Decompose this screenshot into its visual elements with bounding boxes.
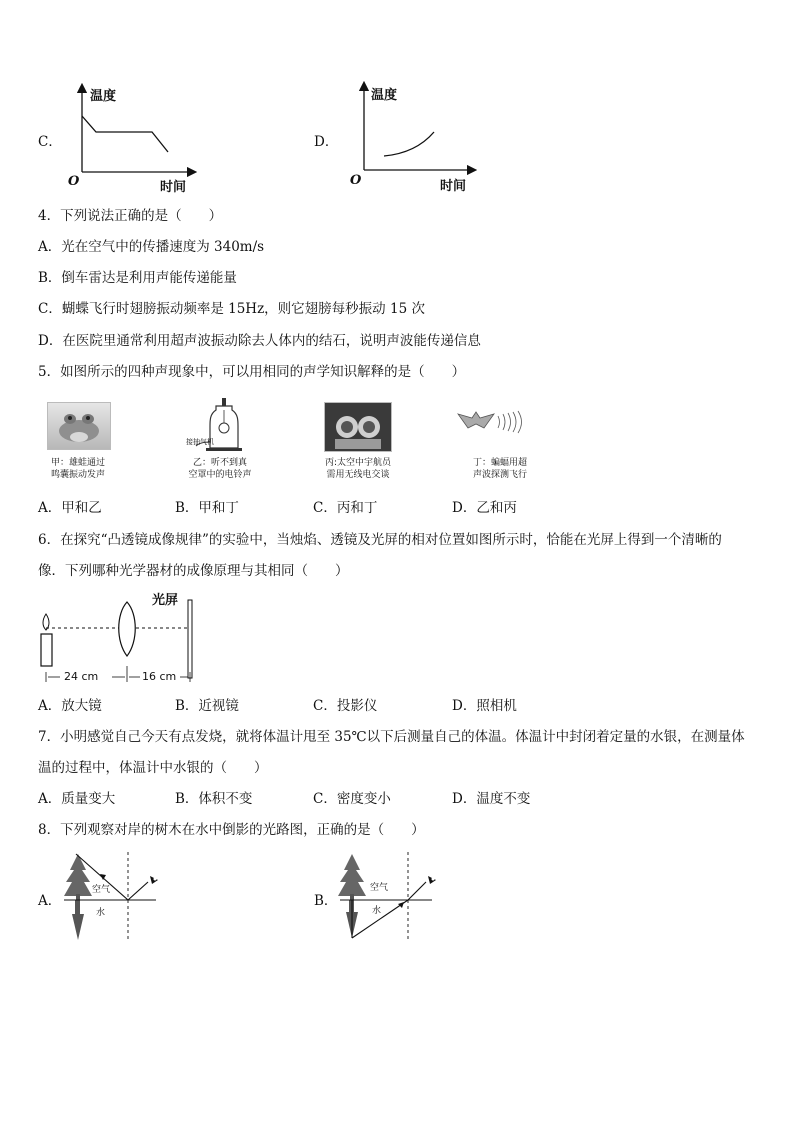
q3-option-c-label: C． [38,134,62,150]
q4-option-a[interactable]: A．光在空气中的传播速度为 340m/s [38,239,265,255]
q4-option-b[interactable]: B．倒车雷达是利用声能传递能量 [38,270,237,286]
q5-option-d[interactable]: D．乙和丙 [452,500,517,516]
tree-reflection-icon [72,900,84,940]
q4-stem: 4．下列说法正确的是（ ） [38,208,223,224]
q8-a-air-label: 空气 [92,885,111,895]
q8-option-b-label[interactable]: B． [314,893,338,909]
q8-stem: 8．下列观察对岸的树木在水中倒影的光路图，正确的是（ ） [38,822,425,838]
q8-diagram-a [60,848,170,944]
tree-icon [64,854,92,900]
q5-vacuum-pump-label: 接抽气机 [186,438,214,446]
q7-option-c[interactable]: C．密度变小 [313,791,391,807]
lens-setup-diagram [36,590,206,686]
bat-icon [458,412,494,428]
q6-option-c[interactable]: C．投影仪 [313,698,378,714]
light-screen [188,600,192,678]
bell-icon [219,423,229,433]
frog-icon [48,403,110,449]
q7-stem-line-2: 温的过程中，体温计中水银的（ ） [38,760,268,776]
frog-photo [47,402,111,450]
temperature-curve [82,116,168,152]
astronaut-icon [325,403,391,451]
q3-c-x-axis-label: 时间 [160,180,187,195]
q6-distance-lens-screen: 16 cm [142,670,177,683]
q6-option-d[interactable]: D．照相机 [452,698,517,714]
q8-diagram-b [336,848,446,944]
q7-option-b[interactable]: B．体积不变 [175,791,253,807]
q5-stem: 5．如图所示的四种声现象中，可以用相同的声学知识解释的是（ ） [38,364,466,380]
q5-caption-yi: 乙：听不到真 空罩中的电铃声 [188,458,252,480]
q4-option-d[interactable]: D．在医院里通常利用超声波振动除去人体内的结石，说明声波能传递信息 [38,333,481,349]
candle [41,634,52,666]
q6-distance-candle-lens: 24 cm [64,670,99,683]
q6-option-b[interactable]: B．近视镜 [175,698,239,714]
q4-option-c[interactable]: C．蝴蝶飞行时翅膀振动频率是 15Hz，则它翅膀每秒振动 15 次 [38,301,425,317]
q6-screen-label: 光屏 [152,593,179,608]
q6-option-a[interactable]: A．放大镜 [38,698,102,714]
q6-stem-line-2: 像．下列哪种光学器材的成像原理与其相同（ ） [38,563,349,579]
q8-b-water-label: 水 [372,906,382,916]
q5-caption-ding: 丁：蝙蝠用超 声波探测飞行 [472,458,527,480]
q3-d-origin: O [350,173,362,188]
q3-d-x-axis-label: 时间 [440,179,467,194]
q5-option-a[interactable]: A．甲和乙 [38,500,102,516]
temperature-curve [384,132,434,156]
q7-option-d[interactable]: D．温度不变 [452,791,531,807]
eye-icon [150,876,158,884]
q5-caption-jia: 甲：雄蛙通过 鸣囊振动发声 [50,458,105,480]
q8-b-air-label: 空气 [370,883,389,893]
q3-d-y-axis-label: 温度 [371,88,398,103]
q5-option-b[interactable]: B．甲和丁 [175,500,239,516]
q5-option-c[interactable]: C．丙和丁 [313,500,378,516]
q3-c-origin: O [68,174,80,189]
eye-icon [428,876,436,884]
q6-stem-line-1: 6．在探究“凸透镜成像规律”的实验中，当烛焰、透镜及光屏的相对位置如图所示时，恰能在光屏上得到一个清晰的 [38,532,722,548]
q3-c-y-axis-label: 温度 [90,89,117,104]
q8-a-water-label: 水 [96,908,106,918]
q5-caption-bing: 丙:太空中宇航员 需用无线电交谈 [324,458,392,480]
q3-option-d-label: D． [314,134,339,150]
astronauts-photo [324,402,392,452]
q7-option-a[interactable]: A．质量变大 [38,791,116,807]
q8-option-a-label[interactable]: A． [38,893,62,909]
tree-icon [338,854,366,900]
convex-lens [119,602,136,656]
bat-diagram [454,404,534,444]
q7-stem-line-1: 7．小明感觉自己今天有点发烧，就将体温计甩至 35℃以下后测量自己的体温。体温计中封闭着定量的水银，在测量体 [38,729,745,745]
